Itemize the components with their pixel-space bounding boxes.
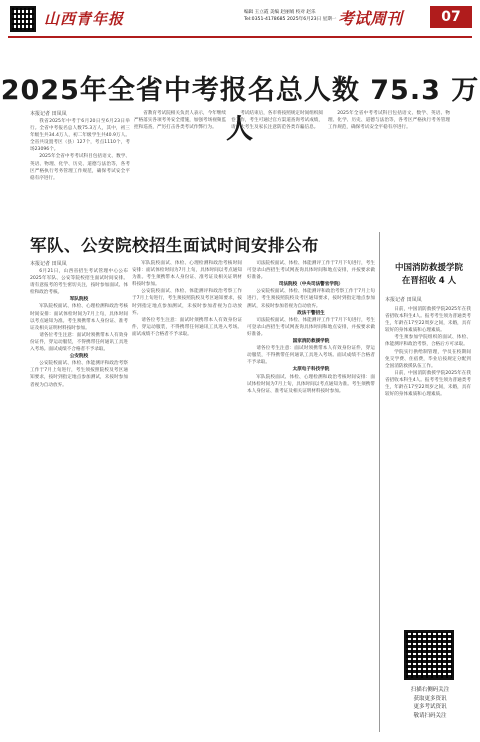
section-heading: 军队院校 <box>69 297 89 303</box>
masthead <box>8 6 472 48</box>
sidebar-paragraph: 考生须参加学院组织的面试、体检、体能测评和政治考察，合格后方可录取。 <box>385 335 471 348</box>
article2-paragraph: 公安院校面试、体检、体能测评和政治考察工作于7月上旬进行，考生须按照院校及考区通知要求，按时到指定地点参加测试，未按时参加者视为自动放弃。 <box>30 361 128 388</box>
article1-headline: 2025年全省中考报名总人数 75.3 万人 <box>0 75 480 145</box>
qr-caption-line: 敬请扫码关注 <box>413 712 447 719</box>
sidebar-title-line1: 中国消防救援学院 <box>394 263 463 273</box>
section-title: 考试周刊 <box>338 9 403 28</box>
masthead-info-line1: 编辑 王立霞 美编 赵丽娟 校对 赵乐 <box>244 10 316 15</box>
masthead-info-line2: Tel:0351-4178685 2025年6月23日 星期一 <box>244 17 337 22</box>
article1-byline: 本报记者 田凤凤 <box>30 111 67 117</box>
article1-paragraph: 考试结束后，各市将按照规定时间组织阅卷工作，考生可通过官方渠道查询考试成绩，请广大考生及家长注意防范各类诈骗信息。 <box>231 111 323 131</box>
qr-caption-line: 扫描右侧码关注 <box>410 687 450 693</box>
article2-paragraph: 公安院校面试、体检、体能测评和政治考察工作于7月上旬进行，考生须按照院校及考区通知要求，按时到指定地点参加测试，未按时参加者视为自动放弃。 <box>247 289 375 309</box>
article2-paragraph: 军队院校面试、体检、心理检测和政治考核时间安排：面试体检时间为7月上旬，具体时间以考点通知为准。考生须携带本人身份证、准考证及相关证明材料按时参加。 <box>132 261 242 288</box>
sidebar-byline: 本报记者 田凤凤 <box>385 297 422 303</box>
article2-paragraph: 请各位考生注意：面试时须携带本人有效身份证件，穿运动服装，不得携带任何通讯工具进入考场。面试成绩不合格者不予录取。 <box>247 346 375 366</box>
article2-paragraph: 请各位考生注意：面试时须携带本人有效身份证件，穿运动服装，不得携带任何通讯工具进入考场。面试成绩不合格者不予录取。 <box>30 332 128 353</box>
article2-col3 <box>247 260 375 738</box>
column-divider <box>379 232 380 732</box>
section-heading: 太原电子科技学院 <box>292 367 330 373</box>
qr-caption <box>398 686 462 720</box>
sidebar-title-line2: 在晋招收 4 人 <box>401 276 457 286</box>
masthead-divider <box>8 36 472 38</box>
article2-paragraph: 6月21日，山西省招生考试管理中心公布2025年军队、公安等院校招生面试时间安排。请有意报考的考生密切关注，按时参加面试、体检和政治考核。 <box>30 269 128 296</box>
article1-col4 <box>328 110 450 222</box>
article1-col3 <box>231 110 323 222</box>
article1-paragraph: 我省2025年中考于6月20日至6月23日举行。全省中考报名总人数75.3万人，其中，初三年级生共34.4万人，初二年级学生共40.9万人。全省共设置考区（县）127个，考点1110个，考场23096个。 <box>30 119 130 153</box>
article2-byline: 本报记者 田凤凤 <box>30 261 67 267</box>
article1-paragraph: 省教育考试院相关负责人表示，今年继续严格落实各项考务安全措施，加强考场视频监控和巡查，严厉打击各类考试作弊行为。 <box>134 111 226 131</box>
article2-col2 <box>132 260 242 738</box>
section-heading: 政法干警招生 <box>297 310 325 316</box>
article2-paragraph: 司法院校面试、体检、体能测评工作于7月下旬进行，考生可登录山西招生考试网查询具体时间和地点安排，并按要求做好准备。 <box>247 317 375 337</box>
article2-headline: 军队、公安院校招生面试时间安排公布 <box>30 236 319 255</box>
qr-caption-line: 获取更多资讯 <box>413 695 447 702</box>
sidebar-paragraph: 日前，中国消防救援学院2025年在我省招收本科生4人。报考考生须为普通类考生，年龄在17至22周岁之间，未婚，具有较好的身体素质和心理素质。 <box>385 307 471 334</box>
qr-code-icon <box>10 6 36 32</box>
article1-col1 <box>30 118 130 222</box>
article1-paragraph: 2025年全省中考考试科目包括语文、数学、英语、物理、化学、历史、道德与法治等，各考区严格执行考务管理工作规范，确保考试安全平稳有序进行。 <box>30 154 130 181</box>
section-heading: 司法院校（中央司法警官学院） <box>278 282 344 288</box>
paper-name: 山西青年报 <box>44 10 125 28</box>
sidebar-paragraph: 学院实行供给制管理，学员在校期间免交学费、住宿费，毕业后按规定分配到全国消防救援队伍工作。 <box>385 349 471 369</box>
article2-col1 <box>30 268 128 738</box>
article1-paragraph: 2025年全省中考考试科目包括语文、数学、英语、物理、化学、历史、道德与法治等，各考区严格执行考务管理工作规范，确保考试安全平稳有序进行。 <box>328 111 450 131</box>
article2-paragraph: 军队院校面试、体检、心理检测和政治考核时间安排：面试体检时间为7月上旬，具体时间以考点通知为准。考生须携带本人身份证、准考证及相关证明材料按时参加。 <box>247 374 375 394</box>
sidebar-paragraph: 日前，中国消防救援学院2025年在我省招收本科生4人。报考考生须为普通类考生，年龄在17至22周岁之间，未婚，具有较好的身体素质和心理素质。 <box>385 370 471 398</box>
article2-paragraph: 公安院校面试、体检、体能测评和政治考察工作于7月上旬进行，考生须按照院校及考区通知要求，按时到指定地点参加测试，未按时参加者视为自动放弃。 <box>132 289 242 316</box>
section-heading: 公安院校 <box>69 354 89 360</box>
article1-col2 <box>134 110 226 222</box>
article2-paragraph: 司法院校面试、体检、体能测评工作于7月下旬进行，考生可登录山西招生考试网查询具体时间和地点安排，并按要求做好准备。 <box>247 261 375 281</box>
qr-code-icon <box>404 630 454 680</box>
page-number: 07 <box>430 6 472 28</box>
qr-caption-line: 更多考试资讯 <box>413 704 447 710</box>
sidebar-body <box>385 306 471 624</box>
article2-paragraph: 军队院校面试、体检、心理检测和政治考核时间安排：面试体检时间为7月上旬，具体时间以考点通知为准。考生须携带本人身份证、准考证及相关证明材料按时参加。 <box>30 304 128 331</box>
section-heading: 国家消防救援学院 <box>292 339 330 345</box>
article2-paragraph: 请各位考生注意：面试时须携带本人有效身份证件，穿运动服装，不得携带任何通讯工具进入考场。面试成绩不合格者不予录取。 <box>132 317 242 337</box>
